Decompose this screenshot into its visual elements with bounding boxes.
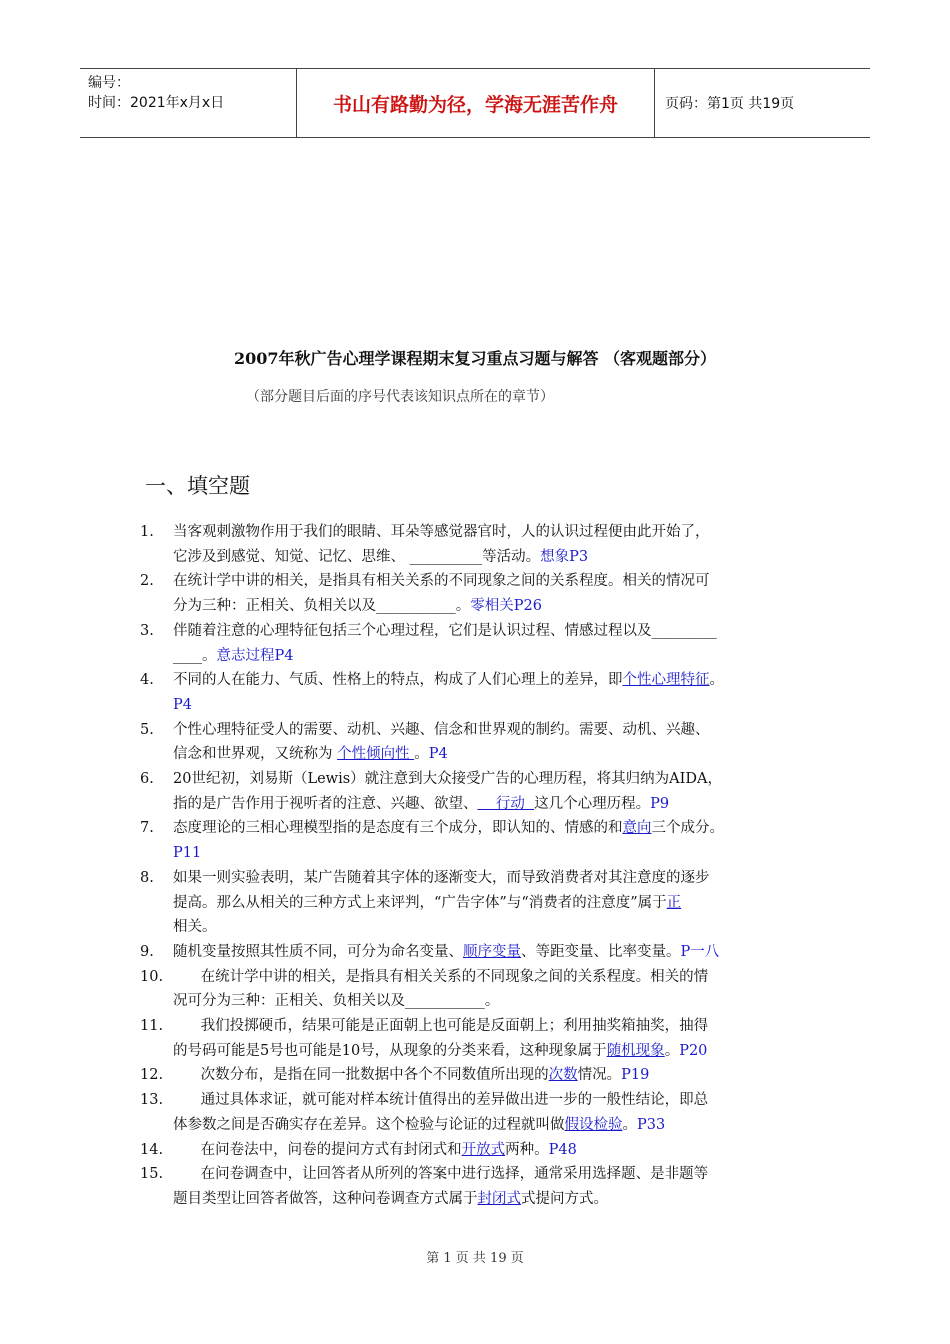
item-text: 如果一则实验表明，某广告随着其字体的逐渐变大，而导致消费者对其注意度的逐步: [173, 869, 710, 886]
item-text: 20世纪初，刘易斯（Lewis）就注意到大众接受广告的心理历程，将其归纳为AIDA，: [173, 771, 722, 788]
list-item: [140, 816, 820, 865]
item-text: 态度理论的三相心理模型指的是态度有三个成分，即认知的、情感的和: [173, 820, 623, 837]
answer: 封闭式: [477, 1190, 521, 1207]
answer: 正: [666, 894, 682, 911]
item-text: 。: [484, 993, 500, 1010]
item-text: 信念和世界观，又统称为: [173, 746, 338, 763]
answer: P11: [173, 845, 202, 862]
list-item: [140, 1162, 820, 1211]
list-item: [140, 866, 820, 940]
item-text: 。: [664, 1042, 680, 1059]
item-text: 不同的人在能力、气质、性格上的特点，构成了人们心理上的差异，即: [173, 672, 623, 689]
list-item: [140, 965, 820, 1014]
item-text: 分为三种：正相关、负相关以及: [173, 598, 376, 615]
list-item: [140, 520, 820, 569]
document-title: 2007年秋广告心理学课程期末复习重点习题与解答 （客观题部分）: [233, 349, 717, 368]
item-number: 9.: [140, 943, 154, 960]
list-item: [140, 668, 820, 717]
item-text: 提高。那么从相关的三种方式上来评判，“广告字体”与“消费者的注意度”属于: [173, 894, 667, 911]
item-number: 4.: [140, 672, 154, 689]
header-meta: [80, 69, 297, 137]
item-number: 5.: [140, 721, 154, 738]
answer: 意志过程P4: [216, 647, 294, 664]
item-text: 个性心理特征受人的需要、动机、兴趣、信念和世界观的制约。需要、动机、兴趣、: [173, 721, 710, 738]
page-header: [80, 68, 870, 138]
item-text: 通过具体求证，就可能对样本统计值得出的差异做出进一步的一般性结论，即总: [173, 1092, 709, 1109]
item-number: 12.: [140, 1067, 164, 1084]
list-item: [140, 569, 820, 618]
item-number: 3.: [140, 622, 154, 639]
item-text: 的号码可能是5号也可能是10号，从现象的分类来看，这种现象属于: [173, 1042, 607, 1059]
item-text: 等活动。: [482, 548, 541, 565]
header-page-info: 页码：第1页 共19页: [665, 96, 795, 112]
time-label: 时间：2021年x月x日: [88, 95, 225, 111]
answer: P19: [621, 1067, 650, 1084]
item-number: 2.: [140, 573, 154, 590]
item-text: 在统计学中讲的相关，是指具有相关关系的不同现象之间的关系程度。相关的情况可: [173, 573, 710, 590]
blank: ___________: [405, 993, 485, 1010]
item-text: 当客观刺激物作用于我们的眼睛、耳朵等感觉器官时，人的认识过程便由此开始了，: [173, 524, 710, 540]
item-number: 7.: [140, 820, 154, 837]
item-text: 题目类型让回答者做答，这种问卷调查方式属于: [173, 1190, 478, 1207]
answer: P33: [637, 1116, 666, 1133]
item-text: 两种。: [505, 1141, 549, 1158]
item-number: 13.: [140, 1092, 164, 1109]
list-item: [140, 767, 820, 816]
list-item: [140, 718, 820, 767]
item-text: 伴随着注意的心理特征包括三个心理过程，它们是认识过程、情感过程以及_________: [173, 622, 717, 639]
item-number: 6.: [140, 771, 154, 788]
header-motto: 书山有路勤为径，学海无涯苦作舟: [297, 69, 655, 137]
answer: P一八: [680, 943, 720, 960]
item-text: 随机变量按照其性质不同，可分为命名变量、: [173, 943, 463, 960]
answer: 意向: [622, 820, 652, 837]
list-item: [140, 1088, 820, 1137]
item-text: 指的是广告作用于视听者的注意、兴趣、欲望、: [173, 795, 478, 812]
item-text: 。: [202, 647, 217, 664]
item-text: 我们投掷硬币，结果可能是正面朝上也可能是反面朝上；利用抽奖箱抽奖，抽得: [173, 1018, 709, 1035]
item-text: 在问卷调查中，让回答者从所列的答案中进行选择，通常采用选择题、是非题等: [173, 1166, 709, 1183]
blank: ___________: [376, 598, 456, 615]
answer: 随机现象: [606, 1042, 665, 1059]
item-text: 。: [709, 672, 724, 689]
item-text: 在统计学中讲的相关，是指具有相关关系的不同现象之间的关系程度。相关的情: [173, 968, 709, 985]
answer: P4: [173, 696, 192, 713]
answer: 行动: [477, 795, 535, 812]
answer: P20: [679, 1042, 708, 1059]
item-number: 10.: [140, 968, 164, 985]
item-number: 14.: [140, 1141, 164, 1158]
item-text: 相关。: [173, 919, 217, 936]
section-heading: 一、填空题: [145, 474, 250, 498]
list-item: [140, 1063, 820, 1088]
blank: ____: [173, 647, 202, 664]
answer: 个性倾向性: [337, 746, 415, 763]
item-text: 三个成分。: [651, 820, 724, 837]
serial-label: 编号：: [88, 75, 130, 91]
answer: P9: [650, 795, 670, 812]
blank: __________: [409, 548, 483, 565]
item-text: 体参数之间是否确实存在差异。这个检验与论证的过程就叫做: [173, 1116, 565, 1133]
answer: 开放式: [461, 1141, 506, 1158]
item-text: 。: [414, 746, 429, 763]
list-item: [140, 619, 820, 668]
item-text: 、等距变量、比率变量。: [521, 943, 681, 960]
item-text: 这几个心理历程。: [534, 795, 651, 812]
answer: 个性心理特征: [622, 672, 710, 689]
answer: 假设检验: [564, 1116, 623, 1133]
item-text: 。: [455, 598, 471, 615]
item-text: 在问卷法中，问卷的提问方式有封闭式和: [173, 1141, 462, 1158]
answer: 顺序变量: [463, 943, 521, 960]
list-item: [140, 1014, 820, 1063]
item-text: 它涉及到感觉、知觉、记忆、思维、: [173, 548, 410, 565]
item-number: 11.: [140, 1018, 164, 1035]
item-text: 况可分为三种：正相关、负相关以及: [173, 993, 405, 1010]
page-footer: 第 1 页 共 19 页: [426, 1251, 524, 1266]
item-text: 次数分布，是指在同一批数据中各个不同数值所出现的: [173, 1067, 549, 1084]
item-text: 式提问方式。: [521, 1190, 608, 1207]
document-subtitle: （部分题目后面的序号代表该知识点所在的章节）: [246, 389, 554, 405]
list-item: [140, 1138, 820, 1163]
answer: P48: [548, 1141, 577, 1158]
item-text: 情况。: [577, 1067, 622, 1084]
answer: 次数: [548, 1067, 578, 1084]
item-number: 1.: [140, 524, 154, 540]
answer: 想象P3: [540, 548, 589, 565]
list-item: [140, 940, 820, 965]
answer: P4: [428, 746, 448, 763]
item-text: 。: [622, 1116, 637, 1133]
item-number: 15.: [140, 1166, 164, 1183]
item-number: 8.: [140, 869, 154, 886]
answer: 零相关P26: [470, 598, 542, 615]
question-list: [140, 520, 820, 1212]
